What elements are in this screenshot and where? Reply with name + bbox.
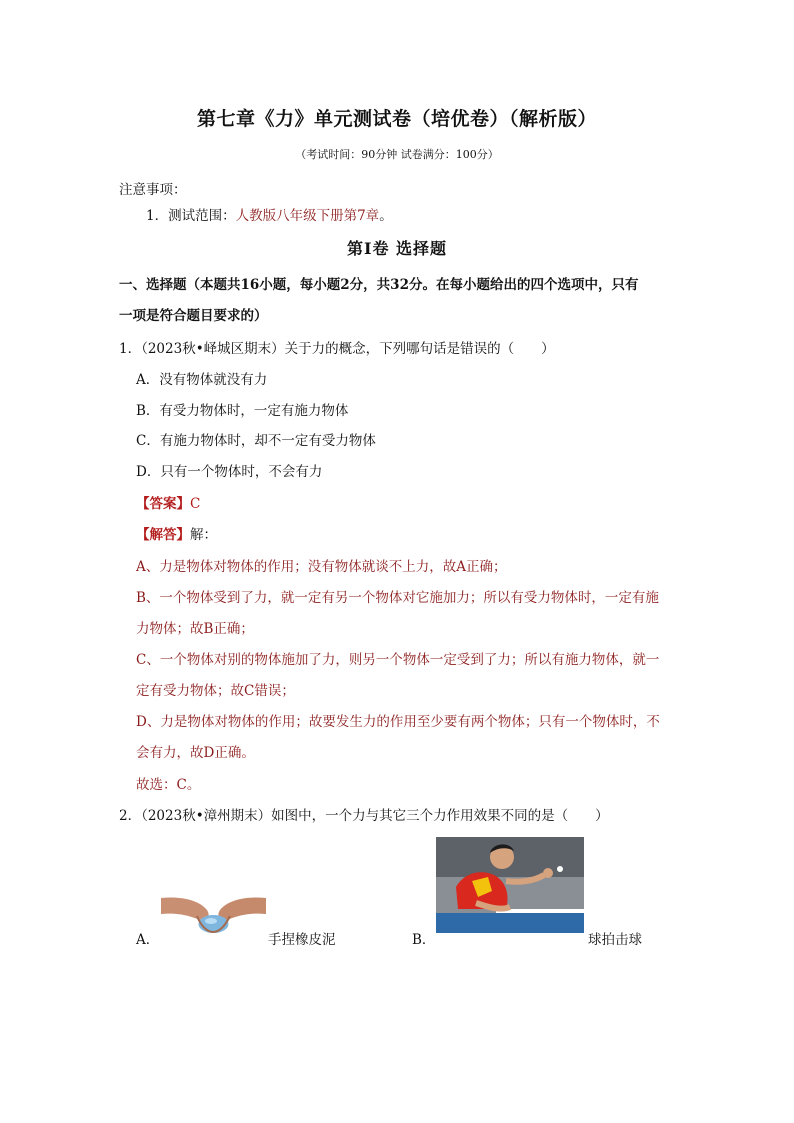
q2-option-b-label: B．: [412, 932, 436, 948]
q2-option-a-image: [161, 890, 266, 942]
q1-analysis-line-c2: 定有受力物体；故C错误；: [136, 683, 295, 699]
q1-option-d: D．只有一个物体时，不会有力: [136, 464, 323, 480]
q1-analysis-line-c1: C、一个物体对别的物体施加了力，则另一个物体一定受到了力；所以有施力物体，就一: [136, 652, 660, 668]
q1-option-b: B．有受力物体时，一定有施力物体: [136, 403, 349, 419]
hands-squeezing-clay-illustration: [161, 890, 266, 942]
q1-answer-value: C: [190, 496, 201, 512]
q1-answer: [136, 492, 200, 512]
notice-item-1-suffix: 。: [379, 208, 393, 224]
table-tennis-player-illustration: [436, 837, 584, 933]
page-subtitle: （考试时间：90分钟 试卷满分：100分）: [295, 148, 499, 161]
section-title: 第Ⅰ卷 选择题: [346, 239, 448, 258]
notice-item-1-value: 人教版八年级下册第7章: [235, 208, 380, 224]
q2-option-b-image: [436, 837, 584, 933]
q1-analysis-label: 【解答】: [136, 527, 190, 543]
page-title: 第七章《力》单元测试卷（培优卷）（解析版）: [196, 108, 597, 130]
q1-option-c: C．有施力物体时，却不一定有受力物体: [136, 433, 376, 449]
notice-heading: 注意事项：: [119, 182, 187, 198]
q1-analysis-heading: [136, 523, 217, 543]
q2-option-a-caption: 手捏橡皮泥: [268, 932, 336, 948]
q1-analysis-line-a: A、力是物体对物体的作用；没有物体就谈不上力，故A正确；: [136, 559, 507, 575]
q1-analysis-line-d2: 会有力，故D正确。: [136, 745, 255, 761]
part1-instruction-line1: 一、选择题（本题共16小题，每小题2分，共32分。在每小题给出的四个选项中，只有: [119, 277, 639, 293]
q2-option-a-label: A．: [136, 932, 160, 948]
q1-option-a: A．没有物体就没有力: [136, 372, 268, 388]
q1-answer-label: 【答案】: [136, 496, 190, 512]
q1-analysis-line-b2: 力物体；故B正确；: [136, 621, 254, 637]
q1-analysis-line-d1: D、力是物体对物体的作用；故要发生力的作用至少要有两个物体；只有一个物体时，不: [136, 714, 660, 730]
q1-stem: 1．（2023秋•峄城区期末）关于力的概念，下列哪句话是错误的（ ）: [119, 341, 555, 357]
q2-option-b-caption: 球拍击球: [588, 932, 642, 948]
notice-item-1-prefix: 1．测试范围：: [146, 208, 236, 224]
q1-conclusion: 故选：C。: [136, 777, 201, 793]
part1-instruction-line2: 一项是符合题目要求的）: [119, 308, 268, 324]
q2-stem: 2．（2023秋•漳州期末）如图中，一个力与其它三个力作用效果不同的是（ ）: [119, 808, 609, 824]
q1-analysis-suffix: 解：: [190, 527, 217, 543]
notice-item-1: [146, 204, 393, 224]
q1-analysis-line-b1: B、一个物体受到了力，就一定有另一个物体对它施加力；所以有受力物体时，一定有施: [136, 590, 659, 606]
